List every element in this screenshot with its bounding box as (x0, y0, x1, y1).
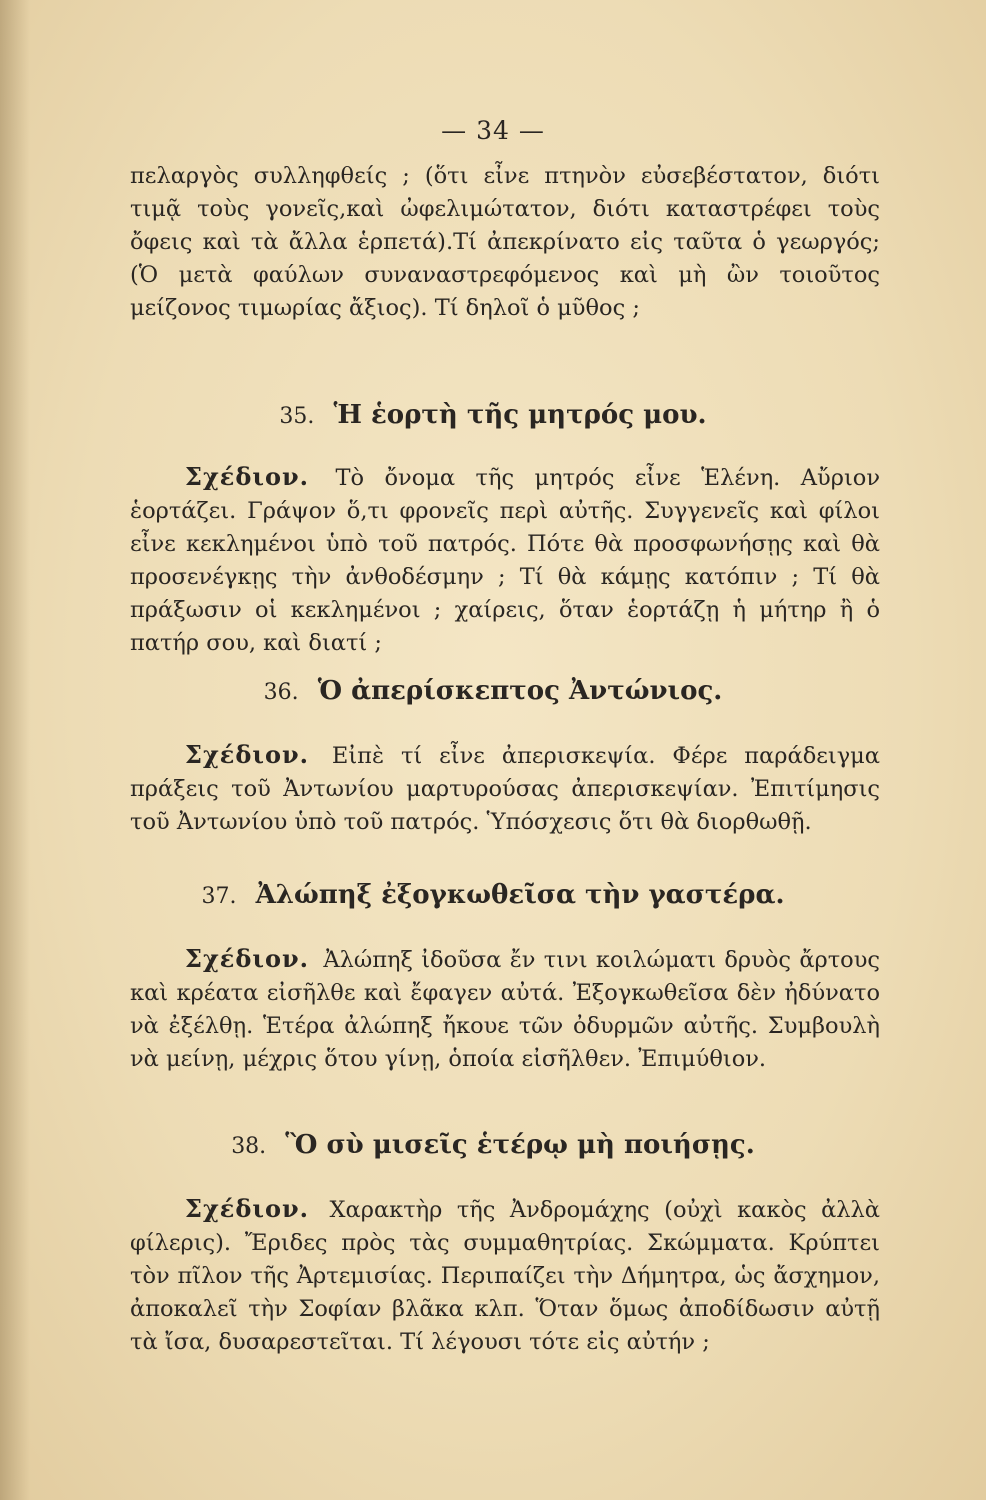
sketch-label: Σχέδιον. (185, 462, 309, 491)
section-title: Ἡ ἑορτὴ τῆς μητρός μου. (333, 400, 707, 430)
sketch-label: Σχέδιον. (185, 740, 309, 769)
section-text: Χαρακτὴρ τῆς Ἀνδρομάχης (οὐχὶ κακὸς ἀλλὰ φίλερις). Ἔριδες πρὸς τὰς συμμαθητρίας. Σκώμματα. Κρύπτει τὸν πῖλον τῆς Ἀρτεμισίας. Περιπαίζει τὴν Δήμητρα, ὡς ἄσχημον, ἀποκαλεῖ τὴν Σοφίαν βλᾶκα κλπ. Ὅταν ὅμως ἀποδίδωσιν αὐτῇ τὰ ἴσα, δυσαρεστεῖται. Τί λέγουσι τότε εἰς αὐτήν ; (130, 1197, 880, 1355)
page-number: — 34 — (441, 116, 545, 145)
section-title: Ἀλώπηξ ἐξογκωθεῖσα τὴν γαστέρα. (255, 880, 785, 910)
page-edge-shadow (0, 0, 30, 1500)
section-38-paragraph (130, 1192, 880, 1359)
section-37-heading (0, 880, 986, 910)
section-36-paragraph (130, 738, 880, 839)
section-37-paragraph (130, 942, 880, 1076)
section-title: Ὃ σὺ μισεῖς ἑτέρῳ μὴ ποιήσῃς. (285, 1130, 755, 1160)
sketch-label: Σχέδιον. (185, 944, 309, 973)
section-title: Ὁ ἀπερίσκεπτος Ἀντώνιος. (317, 676, 723, 706)
intro-paragraph: πελαργὸς συλληφθείς ; (ὅτι εἶνε πτηνὸν εὐσεβέστατον, διότι τιμᾷ τοὺς γονεῖς,καὶ ὠφελιμώτατον, διότι καταστρέφει τοὺς ὄφεις καὶ τὰ ἄλλα ἑρπετά).Τί ἀπεκρίνατο εἰς ταῦτα ὁ γεωργός; (Ὁ μετὰ φαύλων συναναστρεφόμενος καὶ μὴ ὢν τοιοῦτος μείζονος τιμωρίας ἄξιος). Τί δηλοῖ ὁ μῦθος ; (130, 163, 880, 321)
section-text: Εἰπὲ τί εἶνε ἀπερισκεψία. Φέρε παράδειγμα πράξεις τοῦ Ἀντωνίου μαρτυρούσας ἀπερισκεψίαν. Ἐπιτίμησις τοῦ Ἀντωνίου ὑπὸ τοῦ πατρός. Ὑπόσχεσις ὅτι θὰ διορθωθῇ. (130, 743, 880, 835)
section-number: 35. (279, 404, 315, 429)
section-number: 38. (231, 1134, 267, 1159)
section-35-heading (0, 400, 986, 430)
section-text: Τὸ ὄνομα τῆς μητρός εἶνε Ἑλένη. Αὔριον ἑορτάζει. Γράψον ὅ,τι φρονεῖς περὶ αὐτῆς. Συγγενεῖς καὶ φίλοι εἶνε κεκλημένοι ὑπὸ τοῦ πατρός. Πότε θὰ προσφωνήσῃς καὶ θὰ προσενέγκῃς τὴν ἀνθοδέσμην ; Τί θὰ κάμῃς κατόπιν ; Τί θὰ πράξωσιν οἱ κεκλημένοι ; χαίρεις, ὅταν ἑορτάζῃ ἡ μήτηρ ἢ ὁ πατήρ σου, καὶ διατί ; (130, 465, 880, 656)
section-38-heading (0, 1130, 986, 1160)
section-36-heading (0, 676, 986, 706)
section-35-paragraph (130, 460, 880, 660)
section-text: Ἀλώπηξ ἰδοῦσα ἔν τινι κοιλώματι δρυὸς ἄρτους καὶ κρέατα εἰσῆλθε καὶ ἔφαγεν αὐτά. Ἐξογκωθεῖσα δὲν ἠδύνατο νὰ ἐξέλθῃ. Ἑτέρα ἀλώπηξ ἤκουε τῶν ὀδυρμῶν αὐτῆς. Συμβουλὴ νὰ μείνῃ, μέχρις ὅτου γίνῃ, ὁποία εἰσῆλθεν. Ἐπιμύθιον. (130, 947, 881, 1072)
section-number: 37. (201, 884, 237, 909)
section-number: 36. (263, 680, 299, 705)
sketch-label: Σχέδιον. (185, 1194, 309, 1223)
